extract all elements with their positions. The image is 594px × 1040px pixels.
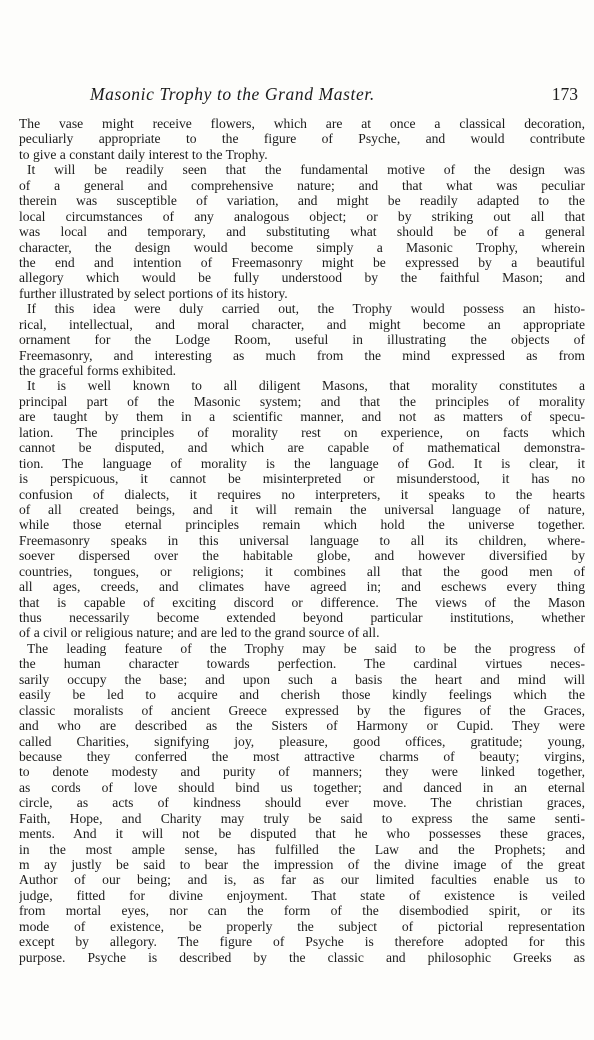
text-line: called Charities, signifying joy, pleasure, good offices, gratitude; young, — [19, 733, 585, 749]
text-line: because they conferred the most attractive charms of beauty; virgins, — [19, 748, 585, 764]
text-line: Author of our being; and is, as far as our limited faculties enable us to — [19, 872, 585, 888]
text-line: are taught by them in a scientific manner, and not as matters of specu- — [19, 409, 585, 425]
text-line: Freemasonry speaks in this universal language to all its children, where- — [19, 532, 585, 548]
text-line: m ay justly be said to bear the impression of the divine image of the great — [19, 857, 585, 872]
text-line: character, the design would become simply a Masonic Trophy, wherein — [19, 239, 585, 255]
text-line: Faith, Hope, and Charity may truly be said to express the same senti- — [19, 810, 585, 826]
text-line: sarily occupy the base; and upon such a basis the heart and mind will — [19, 671, 585, 687]
text-line: thus necessarily become extended beyond particular institutions, whether — [19, 610, 585, 625]
text-line: and who are described as the Sisters of Harmony or Cupid. They were — [19, 718, 585, 734]
text-line: local circumstances of any analogous object; or by striking out all that — [19, 208, 585, 224]
text-line: classic moralists of ancient Greece expressed by the figures of the Graces, — [19, 702, 585, 718]
text-line: rical, intellectual, and moral character, and might become an appropriate — [19, 316, 585, 332]
page-number: 173 — [551, 84, 578, 104]
text-line: to denote modesty and purity of manners; they were linked together, — [19, 764, 585, 780]
text-line: except by allegory. The figure of Psyche is therefore adopted for this — [19, 934, 585, 950]
text-line: The vase might receive flowers, which are at once a classical decoration, — [19, 116, 585, 131]
text-line: all ages, creeds, and climates have agreed in; and eschews every thing — [19, 579, 585, 595]
text-line: mode of existence, be properly the subject of pictorial representation — [19, 918, 585, 934]
text-line: circle, as acts of kindness should ever move. The christian graces, — [19, 795, 585, 811]
text-line: of a civil or religious nature; and are led to the grand source of all. — [19, 625, 380, 641]
text-line: peculiarly appropriate to the figure of Psyche, and would contribute — [19, 131, 585, 147]
text-line: ments. And it will not be disputed that he who possesses these graces, — [19, 826, 585, 842]
text-line: The leading feature of the Trophy may be said to be the progress of — [27, 640, 585, 656]
text-line: to give a constant daily interest to the Trophy. — [19, 146, 268, 162]
text-line: allegory which would be fully understood by the faithful Mason; and — [19, 270, 585, 286]
text-line: countries, tongues, or religions; it combines all that the good men of — [19, 563, 585, 579]
text-line: soever dispersed over the habitable globe, and however diversified by — [19, 548, 585, 564]
text-line: It is well known to all diligent Masons, that morality constitutes a — [27, 378, 585, 394]
text-line: purpose. Psyche is described by the classic and philosophic Greeks as — [19, 949, 585, 965]
text-line: If this idea were duly carried out, the Trophy would possess an histo- — [27, 301, 585, 317]
text-line: It will be readily seen that the fundamental motive of the design was — [27, 162, 585, 178]
text-line: of all created beings, and it will remain the universal language of nature, — [19, 501, 585, 517]
running-title: Masonic Trophy to the Grand Master. — [90, 84, 375, 104]
text-line: ornament for the Lodge Room, useful in illustrating the objects of — [19, 332, 585, 348]
running-head — [20, 84, 592, 108]
text-line: as cords of love should bind us together; and danced in an eternal — [19, 779, 585, 795]
text-line: in the most ample sense, has fulfilled the Law and the Prophets; and — [19, 841, 585, 857]
text-line: Freemasonry, and interesting as much from the mind expressed as from — [19, 347, 585, 363]
text-line: cannot be disputed, and which are capable of mathematical demonstra- — [19, 440, 585, 456]
text-line: while those eternal principles remain which hold the universe together. — [19, 517, 585, 533]
text-line: judge, fitted for divine enjoyment. That state of existence is veiled — [19, 887, 585, 903]
text-line: the graceful forms exhibited. — [19, 363, 177, 378]
text-line: confusion of dialects, it requires no interpreters, it speaks to the hearts — [19, 486, 585, 502]
text-line: the human character towards perfection. The cardinal virtues neces- — [19, 656, 585, 672]
text-line: the end and intention of Freemasonry might be expressed by a beautiful — [19, 254, 585, 270]
text-line: easily be led to acquire and cherish those kindly feelings which the — [19, 687, 585, 703]
text-line: of a general and comprehensive nature; and that what was peculiar — [19, 177, 585, 193]
text-line: tion. The language of morality is the language of God. It is clear, it — [19, 455, 585, 471]
body-text — [19, 116, 585, 965]
text-line: from mortal eyes, nor can the form of the disembodied spirit, or its — [19, 903, 585, 919]
text-line: therein was susceptible of variation, and might be readily adapted to the — [19, 193, 585, 209]
text-line: was local and temporary, and substituting what should be of a general — [19, 224, 585, 240]
text-line: further illustrated by select portions of its history. — [19, 285, 288, 301]
text-line: principal part of the Masonic system; and that the principles of morality — [19, 393, 585, 409]
text-line: is perspicuous, it cannot be misinterpreted or misunderstood, it has no — [19, 471, 585, 487]
text-line: lation. The principles of morality rest on experience, on facts which — [19, 424, 585, 440]
text-line: that is capable of exciting discord or difference. The views of the Mason — [19, 594, 585, 610]
